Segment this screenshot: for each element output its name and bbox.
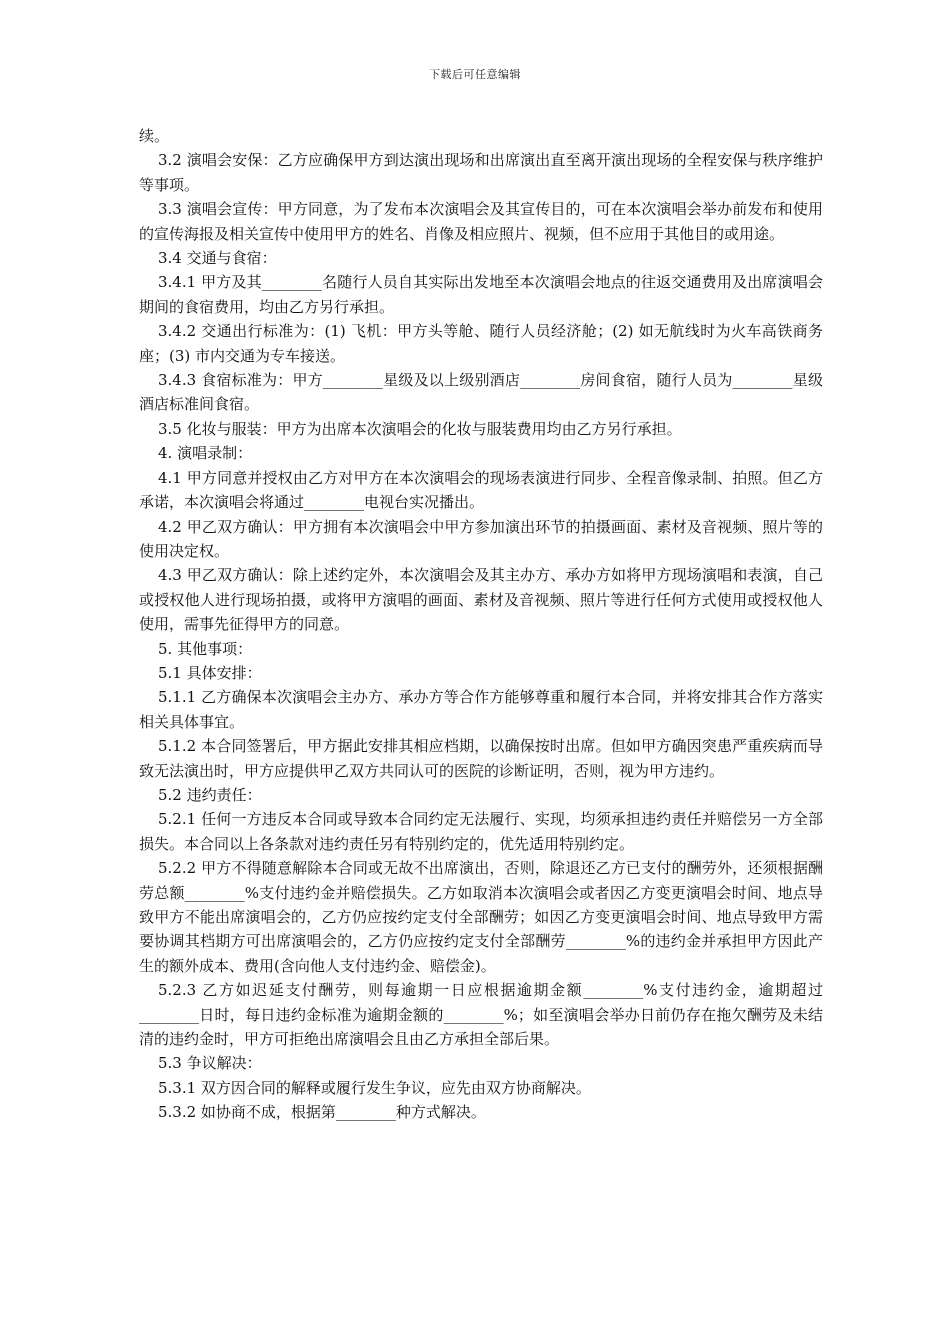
paragraph: 续。 [139, 127, 170, 145]
paragraph: 4. 演唱录制： [158, 444, 253, 463]
paragraph: 3.3 演唱会宣传：甲方同意，为了发布本次演唱会及其宣传目的，可在本次演唱会举办前发布和使用的宣传海报及相关宣传中使用甲方的姓名、肖像及相应照片、视频，但不应用于其他目的或用途。 [139, 200, 823, 243]
paragraph: 5.1.1 乙方确保本次演唱会主办方、承办方等合作方能够尊重和履行本合同，并将安排其合作方落实相关具体事宜。 [139, 688, 823, 731]
contract-body [139, 124, 823, 1125]
paragraph: 5.2.1 任何一方违反本合同或导致本合同约定无法履行、实现，均须承担违约责任并赔偿另一方全部损失。本合同以上各条款对违约责任另有特别约定的，优先适用特别约定。 [139, 810, 823, 853]
paragraph: 4.1 甲方同意并授权由乙方对甲方在本次演唱会的现场表演进行同步、全程音像录制、拍照。但乙方承诺，本次演唱会将通过________电视台实况播出。 [139, 468, 823, 512]
paragraph: 5.1.2 本合同签署后，甲方据此安排其相应档期，以确保按时出席。但如甲方确因突患严重疾病而导致无法演出时，甲方应提供甲乙双方共同认可的医院的诊断证明，否则，视为甲方违约。 [139, 737, 823, 780]
paragraph: 4.2 甲乙双方确认：甲方拥有本次演唱会中甲方参加演出环节的拍摄画面、素材及音视频、照片等的使用决定权。 [139, 517, 823, 560]
paragraph: 5.2.3 乙方如迟延支付酬劳，则每逾期一日应根据逾期金额________%支付违约金，逾期超过________日时，每日违约金标准为逾期金额的________%；如至演唱会举办日前仍存在拖欠酬劳及未结清的违约金时，甲方可拒绝出席演唱会且由乙方承担全部后果。 [139, 981, 823, 1049]
paragraph: 5.3 争议解决： [158, 1054, 262, 1073]
paragraph: 3.4.3 食宿标准为：甲方________星级及以上级别酒店________房间食宿，随行人员为________星级酒店标准间食宿。 [139, 371, 823, 414]
paragraph: 3.2 演唱会安保：乙方应确保甲方到达演出现场和出席演出直至离开演出现场的全程安保与秩序维护等事项。 [139, 151, 823, 194]
paragraph: 5.2.2 甲方不得随意解除本合同或无故不出席演出，否则，除退还乙方已支付的酬劳外，还须根据酬劳总额________%支付违约金并赔偿损失。乙方如取消本次演唱会或者因乙方变更演唱会时间、地点导致甲方不能出席演唱会的，乙方仍应按约定支付全部酬劳；如因乙方变更演唱会时间、地点导致甲方需要协调其档期方可出席演唱会的，乙方仍应按约定支付全部酬劳________%的违约金并承担甲方因此产生的额外成本、费用(含向他人支付违约金、赔偿金)。 [139, 859, 823, 975]
paragraph: 5.1 具体安排： [158, 663, 262, 682]
paragraph: 3.4 交通与食宿： [158, 249, 277, 268]
paragraph: 3.5 化妆与服装：甲方为出席本次演唱会的化妆与服装费用均由乙方另行承担。 [158, 419, 682, 438]
paragraph: 5.3.1 双方因合同的解释或履行发生争议，应先由双方协商解决。 [158, 1078, 591, 1097]
paragraph: 5.2 违约责任： [158, 785, 262, 804]
paragraph: 5.3.2 如协商不成，根据第________种方式解决。 [158, 1103, 486, 1122]
page-header-note: 下载后可任意编辑 [429, 68, 521, 81]
paragraph: 5. 其他事项： [158, 639, 253, 658]
paragraph: 3.4.1 甲方及其________名随行人员自其实际出发地至本次演唱会地点的往返交通费用及出席演唱会期间的食宿费用，均由乙方另行承担。 [139, 273, 823, 316]
paragraph: 3.4.2 交通出行标准为：(1) 飞机：甲方头等舱、随行人员经济舱；(2) 如无航线时为火车高铁商务座；(3) 市内交通为专车接送。 [139, 322, 823, 365]
paragraph: 4.3 甲乙双方确认：除上述约定外，本次演唱会及其主办方、承办方如将甲方现场演唱和表演，自己或授权他人进行现场拍摄，或将甲方演唱的画面、素材及音视频、照片等进行任何方式使用或授权他人使用，需事先征得甲方的同意。 [139, 566, 823, 634]
